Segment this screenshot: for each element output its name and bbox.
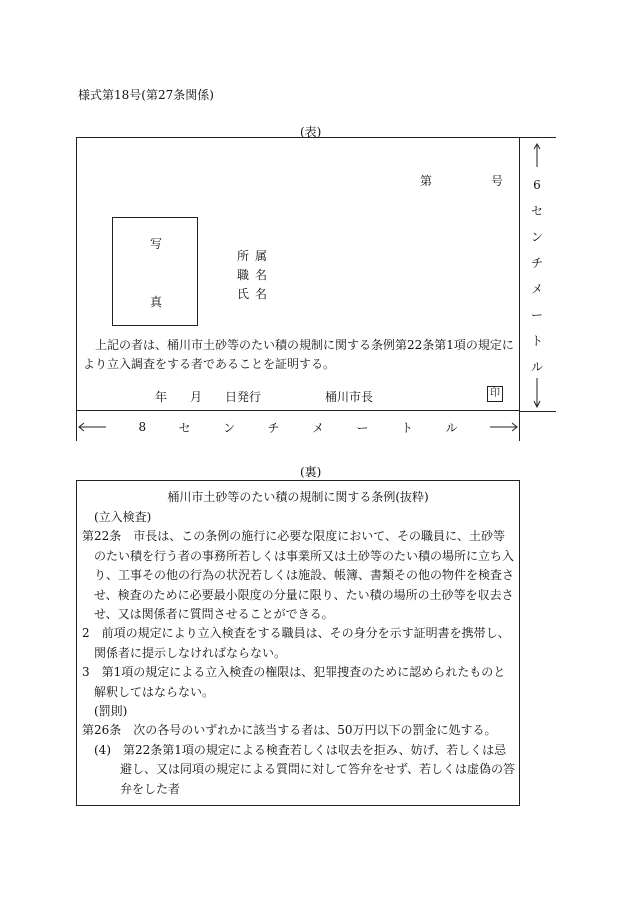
width-caption-char: 8 — [138, 420, 147, 434]
height-guide-top-line — [520, 137, 556, 138]
width-caption-char: ー — [356, 420, 369, 435]
issue-month: 月 — [190, 390, 203, 404]
front-side-label: (表) — [300, 125, 322, 139]
height-caption: 6センチメートル — [530, 178, 543, 374]
article-22-paragraph-2: 2 前項の規定により立入検査をする職員は、その身分を示す証明書を携帯し、関係者に提示しなければならない。 — [82, 626, 510, 660]
seal-mark: 印 — [487, 386, 503, 402]
section-heading-penalty: (罰則) — [94, 704, 128, 719]
photo-label-bottom: 真 — [150, 295, 163, 309]
arrow-right-icon — [490, 422, 518, 432]
width-caption-char: ル — [445, 420, 458, 435]
photo-label-top: 写 — [150, 237, 163, 251]
section-heading-inspection: (立入検査) — [94, 510, 152, 524]
article-26-item-4: (4) 第22条第1項の規定による検査若しくは収去を拒み、妨げ、若しくは忌避し、又は同項の規定による質問に対して答弁をせず、若しくは虚偽の答弁をした者 — [94, 742, 516, 796]
article-22: 第22条 市長は、この条例の施行に必要な限度において、その職員に、土砂等のたい積を行う者の事務所若しくは事業所又は土砂等のたい積の場所に立ち入り、工事その他の行為の状況若しくは施設、帳簿、書類その他の物件を検査させ、検査のために必要最小限度の分量に限り、たい積の場所の土砂等を収去させ、又は関係者に質問させることができる。 — [82, 529, 515, 622]
article-22-paragraph-3: 3 第1項の規定による立入検査の権限は、犯罪捜査のために認められたものと解釈してはならない。 — [82, 665, 506, 699]
arrow-left-icon — [78, 422, 106, 432]
card-number-suffix: 号 — [491, 174, 504, 188]
certification-text: 上記の者は、桶川市土砂等のたい積の規制に関する条例第22条第1項の規定により立入調査をする者であることを証明する。 — [83, 338, 514, 371]
field-name: 氏名 — [237, 287, 274, 301]
width-caption-char: ト — [401, 420, 414, 435]
mayor-title: 桶川市長 — [325, 390, 374, 404]
form-number: 様式第18号(第27条関係) — [78, 88, 214, 102]
field-affiliation: 所属 — [237, 249, 274, 263]
width-caption-char: セ — [178, 420, 191, 435]
width-caption — [78, 418, 518, 436]
width-caption-char: ン — [223, 420, 236, 435]
width-caption-char: メ — [312, 420, 325, 435]
width-caption-char: チ — [267, 420, 280, 435]
back-side-label: (裏) — [300, 465, 322, 479]
ordinance-excerpt — [82, 508, 516, 799]
issue-year: 年 — [155, 390, 168, 404]
arrow-up-icon — [533, 143, 541, 167]
field-job-title: 職名 — [237, 268, 274, 282]
height-guide-bottom-line — [520, 411, 556, 412]
issue-day: 日発行 — [225, 390, 262, 404]
card-number-prefix: 第 — [420, 174, 433, 188]
back-title: 桶川市土砂等のたい積の規制に関する条例(抜粋) — [167, 490, 429, 504]
article-26: 第26条 次の各号のいずれかに該当する者は、50万円以下の罰金に処する。 — [82, 723, 497, 738]
arrow-down-icon — [533, 378, 541, 408]
